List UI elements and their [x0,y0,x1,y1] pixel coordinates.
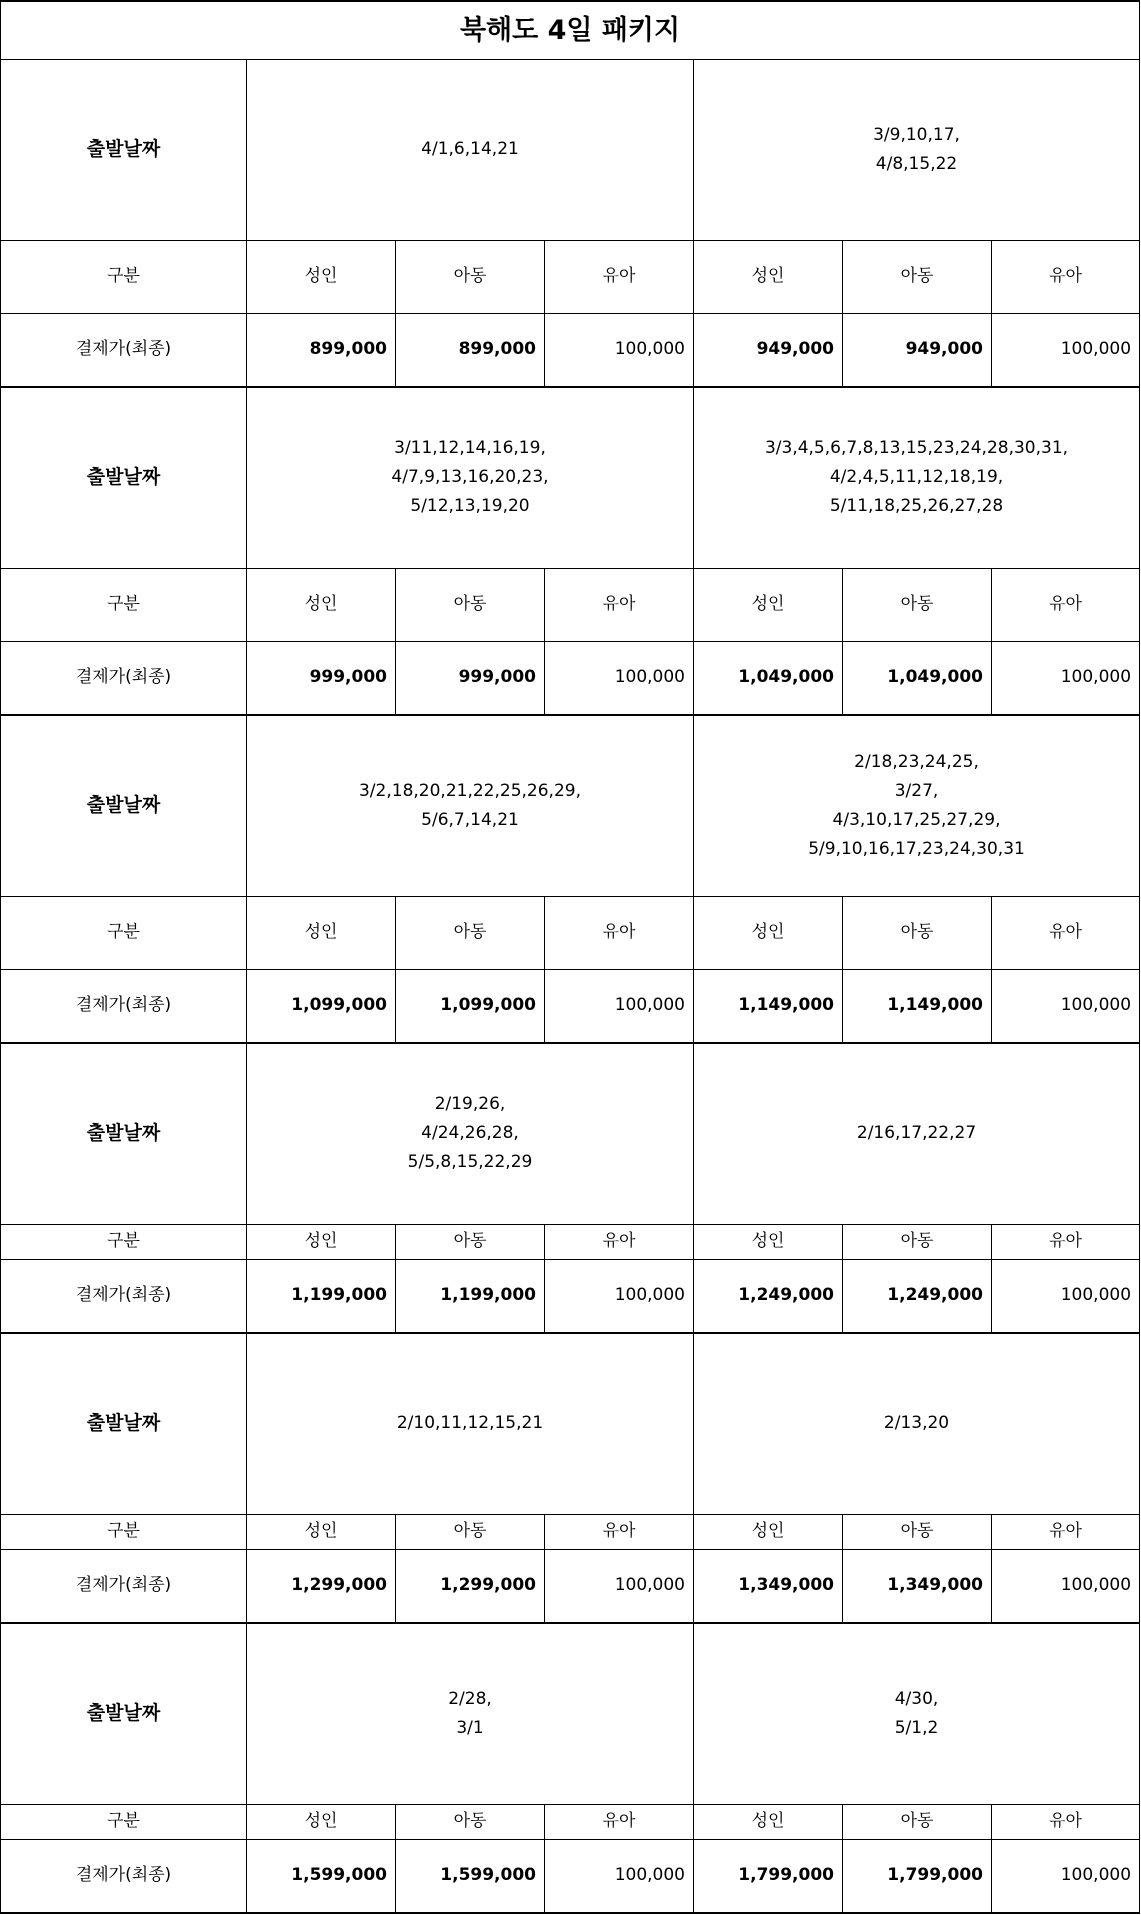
page-title: 북해도 4일 패키지 [1,1,1140,59]
adult-header: 성인 [694,896,843,969]
adult-price-a: 1,099,000 [247,969,396,1043]
infant-header: 유아 [992,568,1140,641]
adult-header: 성인 [247,1804,396,1839]
category-label: 구분 [1,1514,247,1549]
child-header: 아동 [843,1224,992,1259]
departure-dates-a: 2/10,11,12,15,21 [247,1333,694,1514]
price-row [1,1259,1140,1333]
infant-header: 유아 [545,1804,694,1839]
child-header: 아동 [843,568,992,641]
child-price-a: 999,000 [396,641,545,715]
dates-row [1,59,1140,240]
adult-header: 성인 [247,1514,396,1549]
dates-label: 출발날짜 [1,1043,247,1224]
child-price-b: 1,799,000 [843,1839,992,1913]
departure-dates-b: 2/18,23,24,25, 3/27, 4/3,10,17,25,27,29, 5/9,10,16,17,23,24,30,31 [694,715,1140,896]
infant-header: 유아 [545,240,694,313]
dates-row [1,1623,1140,1804]
infant-price-b: 100,000 [992,969,1140,1043]
infant-price-b: 100,000 [992,1549,1140,1623]
adult-header: 성인 [694,1804,843,1839]
child-price-a: 1,299,000 [396,1549,545,1623]
adult-price-a: 1,299,000 [247,1549,396,1623]
adult-header: 성인 [694,1224,843,1259]
infant-header: 유아 [992,1224,1140,1259]
infant-header: 유아 [545,1224,694,1259]
adult-price-a: 1,199,000 [247,1259,396,1333]
price-row [1,1549,1140,1623]
child-price-b: 1,149,000 [843,969,992,1043]
category-row [1,568,1140,641]
adult-header: 성인 [694,1514,843,1549]
category-label: 구분 [1,1804,247,1839]
dates-label: 출발날짜 [1,387,247,568]
category-label: 구분 [1,1224,247,1259]
infant-header: 유아 [992,240,1140,313]
infant-header: 유아 [992,1804,1140,1839]
price-label: 결제가(최종) [1,641,247,715]
price-row [1,969,1140,1043]
adult-header: 성인 [247,568,396,641]
dates-row [1,715,1140,896]
infant-price-b: 100,000 [992,313,1140,387]
category-row [1,1514,1140,1549]
departure-dates-b: 4/30, 5/1,2 [694,1623,1140,1804]
infant-header: 유아 [545,568,694,641]
departure-dates-a: 2/28, 3/1 [247,1623,694,1804]
infant-price-a: 100,000 [545,313,694,387]
child-header: 아동 [396,1224,545,1259]
departure-dates-b: 2/13,20 [694,1333,1140,1514]
child-price-a: 899,000 [396,313,545,387]
category-row [1,1804,1140,1839]
infant-price-b: 100,000 [992,1259,1140,1333]
dates-label: 출발날짜 [1,1623,247,1804]
infant-price-a: 100,000 [545,1839,694,1913]
infant-header: 유아 [992,896,1140,969]
child-price-b: 1,249,000 [843,1259,992,1333]
child-header: 아동 [843,896,992,969]
departure-dates-a: 3/11,12,14,16,19, 4/7,9,13,16,20,23, 5/12,13,19,20 [247,387,694,568]
adult-price-b: 1,149,000 [694,969,843,1043]
departure-dates-b: 3/3,4,5,6,7,8,13,15,23,24,28,30,31, 4/2,4,5,11,12,18,19, 5/11,18,25,26,27,28 [694,387,1140,568]
infant-header: 유아 [992,1514,1140,1549]
category-label: 구분 [1,896,247,969]
child-header: 아동 [396,1804,545,1839]
departure-dates-b: 3/9,10,17, 4/8,15,22 [694,59,1140,240]
adult-price-a: 899,000 [247,313,396,387]
adult-price-a: 1,599,000 [247,1839,396,1913]
child-price-b: 1,349,000 [843,1549,992,1623]
child-price-b: 949,000 [843,313,992,387]
infant-price-b: 100,000 [992,641,1140,715]
child-header: 아동 [396,568,545,641]
dates-label: 출발날짜 [1,1333,247,1514]
price-row [1,641,1140,715]
dates-label: 출발날짜 [1,715,247,896]
child-header: 아동 [843,1804,992,1839]
departure-dates-b: 2/16,17,22,27 [694,1043,1140,1224]
category-label: 구분 [1,240,247,313]
adult-price-b: 949,000 [694,313,843,387]
dates-row [1,1043,1140,1224]
dates-row [1,1333,1140,1514]
infant-header: 유아 [545,1514,694,1549]
infant-price-a: 100,000 [545,969,694,1043]
adult-header: 성인 [247,1224,396,1259]
adult-price-b: 1,799,000 [694,1839,843,1913]
child-header: 아동 [396,1514,545,1549]
category-row [1,896,1140,969]
category-label: 구분 [1,568,247,641]
departure-dates-a: 4/1,6,14,21 [247,59,694,240]
child-header: 아동 [396,896,545,969]
price-label: 결제가(최종) [1,313,247,387]
dates-label: 출발날짜 [1,59,247,240]
title-row [1,1,1140,59]
infant-price-a: 100,000 [545,641,694,715]
child-header: 아동 [396,240,545,313]
infant-header: 유아 [545,896,694,969]
price-label: 결제가(최종) [1,1259,247,1333]
child-price-a: 1,599,000 [396,1839,545,1913]
adult-price-a: 999,000 [247,641,396,715]
adult-price-b: 1,249,000 [694,1259,843,1333]
price-row [1,1839,1140,1913]
price-label: 결제가(최종) [1,1549,247,1623]
infant-price-a: 100,000 [545,1549,694,1623]
adult-header: 성인 [694,568,843,641]
adult-header: 성인 [247,896,396,969]
price-label: 결제가(최종) [1,969,247,1043]
child-header: 아동 [843,1514,992,1549]
infant-price-b: 100,000 [992,1839,1140,1913]
price-label: 결제가(최종) [1,1839,247,1913]
category-row [1,240,1140,313]
child-price-a: 1,099,000 [396,969,545,1043]
adult-header: 성인 [694,240,843,313]
adult-price-b: 1,349,000 [694,1549,843,1623]
child-header: 아동 [843,240,992,313]
price-row [1,313,1140,387]
departure-dates-a: 2/19,26, 4/24,26,28, 5/5,8,15,22,29 [247,1043,694,1224]
dates-row [1,387,1140,568]
child-price-a: 1,199,000 [396,1259,545,1333]
child-price-b: 1,049,000 [843,641,992,715]
infant-price-a: 100,000 [545,1259,694,1333]
category-row [1,1224,1140,1259]
adult-price-b: 1,049,000 [694,641,843,715]
departure-dates-a: 3/2,18,20,21,22,25,26,29, 5/6,7,14,21 [247,715,694,896]
adult-header: 성인 [247,240,396,313]
